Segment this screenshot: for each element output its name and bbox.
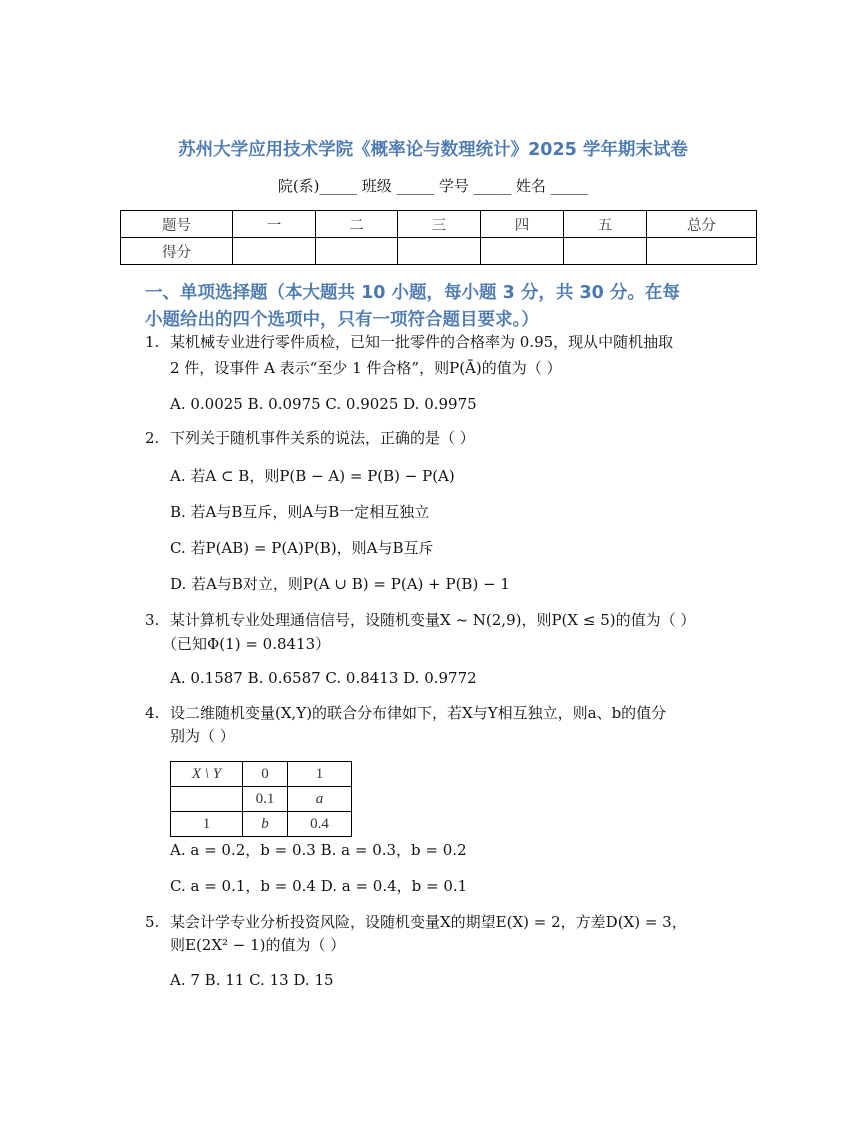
score-cell bbox=[233, 238, 316, 265]
score-cell bbox=[316, 238, 398, 265]
question-text: 别为（ ） bbox=[170, 727, 235, 745]
student-info-line: 院(系)_____ 班级 _____ 学号 _____ 姓名 _____ bbox=[277, 177, 589, 195]
question-options: A. 0.1587 B. 0.6587 C. 0.8413 D. 0.9772 bbox=[170, 669, 477, 687]
question-options: C. a = 0.1，b = 0.4 D. a = 0.4，b = 0.1 bbox=[170, 877, 468, 895]
question-option: D. 若A与B对立，则P(A ∪ B) = P(A) + P(B) − 1 bbox=[170, 575, 510, 593]
question-text: 则E(2X² − 1)的值为（ ） bbox=[170, 936, 346, 954]
table-cell: b bbox=[243, 812, 288, 837]
score-header: 五 bbox=[564, 211, 647, 238]
question-number: 2. bbox=[145, 429, 160, 447]
question-number: 1. bbox=[145, 333, 160, 351]
table-cell: 1 bbox=[288, 762, 352, 787]
table-cell: a bbox=[288, 787, 352, 812]
score-header-row bbox=[121, 211, 757, 238]
question-text: 下列关于随机事件关系的说法，正确的是（ ） bbox=[170, 429, 475, 447]
question-number: 5. bbox=[145, 913, 160, 931]
section-heading-line2: 小题给出的四个选项中，只有一项符合题目要求。） bbox=[145, 310, 539, 330]
table-cell: 1 bbox=[171, 812, 243, 837]
joint-distribution-table bbox=[170, 761, 352, 837]
question-text: （已知Φ(1) = 0.8413） bbox=[162, 635, 331, 653]
score-header: 题号 bbox=[121, 211, 233, 238]
exam-title: 苏州大学应用技术学院《概率论与数理统计》2025 学年期末试卷 bbox=[178, 140, 688, 160]
score-cell bbox=[647, 238, 757, 265]
table-cell: X \ Y bbox=[171, 762, 243, 787]
question-options: A. 0.0025 B. 0.0975 C. 0.9025 D. 0.9975 bbox=[170, 395, 477, 413]
score-cell bbox=[398, 238, 481, 265]
score-header: 二 bbox=[316, 211, 398, 238]
score-row-label: 得分 bbox=[121, 238, 233, 265]
question-text: 某机械专业进行零件质检，已知一批零件的合格率为 0.95，现从中随机抽取 bbox=[170, 333, 674, 351]
table-cell: 0 bbox=[243, 762, 288, 787]
score-cell bbox=[564, 238, 647, 265]
question-options: A. 7 B. 11 C. 13 D. 15 bbox=[170, 971, 334, 989]
table-cell bbox=[171, 787, 243, 812]
score-header: 一 bbox=[233, 211, 316, 238]
question-options: A. a = 0.2，b = 0.3 B. a = 0.3，b = 0.2 bbox=[170, 841, 467, 859]
question-text: 设二维随机变量(X,Y)的联合分布律如下，若X与Y相互独立，则a、b的值分 bbox=[170, 704, 667, 722]
score-header: 四 bbox=[481, 211, 564, 238]
section-heading-line1: 一、单项选择题（本大题共 10 小题，每小题 3 分，共 30 分。在每 bbox=[145, 283, 680, 303]
question-option: A. 若A ⊂ B，则P(B − A) = P(B) − P(A) bbox=[170, 467, 455, 485]
question-option: C. 若P(AB) = P(A)P(B)，则A与B互斥 bbox=[170, 539, 434, 557]
score-table bbox=[120, 210, 757, 265]
question-text: 某会计学专业分析投资风险，设随机变量X的期望E(X) = 2，方差D(X) = 3， bbox=[170, 913, 687, 931]
score-header: 总分 bbox=[647, 211, 757, 238]
question-option: B. 若A与B互斥，则A与B一定相互独立 bbox=[170, 503, 430, 521]
question-number: 4. bbox=[145, 704, 160, 722]
table-cell: 0.4 bbox=[288, 812, 352, 837]
score-row bbox=[121, 238, 757, 265]
score-header: 三 bbox=[398, 211, 481, 238]
score-cell bbox=[481, 238, 564, 265]
question-text: 2 件，设事件 A 表示“至少 1 件合格”，则P(Ā)的值为（ ） bbox=[170, 359, 562, 377]
question-text: 某计算机专业处理通信信号，设随机变量X ~ N(2,9)，则P(X ≤ 5)的值为（ ） bbox=[170, 611, 696, 629]
table-cell: 0.1 bbox=[243, 787, 288, 812]
question-number: 3. bbox=[145, 611, 160, 629]
